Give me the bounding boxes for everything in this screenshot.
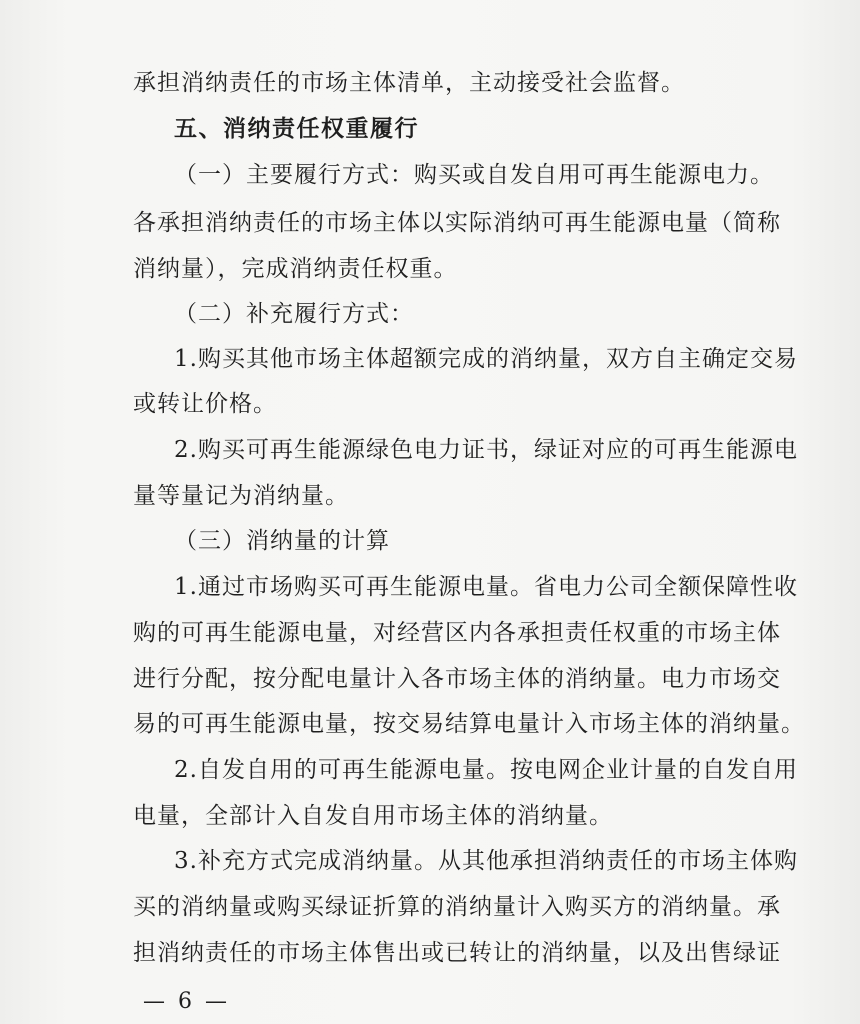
body-line: 购的可再生能源电量，对经营区内各承担责任权重的市场主体: [133, 620, 781, 646]
body-line: 各承担消纳责任的市场主体以实际消纳可再生能源电量（简称: [133, 210, 781, 236]
body-line: 1.购买其他市场主体超额完成的消纳量，双方自主确定交易: [174, 346, 798, 372]
body-line: 3.补充方式完成消纳量。从其他承担消纳责任的市场主体购: [174, 848, 798, 874]
body-line: 1.通过市场购买可再生能源电量。省电力公司全额保障性收: [174, 574, 798, 600]
body-line: 2.购买可再生能源绿色电力证书，绿证对应的可再生能源电: [174, 437, 798, 463]
body-line: 买的消纳量或购买绿证折算的消纳量计入购买方的消纳量。承: [133, 894, 781, 920]
body-line: 进行分配，按分配电量计入各市场主体的消纳量。电力市场交: [133, 666, 781, 692]
body-line: 承担消纳责任的市场主体清单，主动接受社会监督。: [133, 70, 685, 96]
body-line: 2.自发自用的可再生能源电量。按电网企业计量的自发自用: [174, 757, 798, 783]
body-line: 担消纳责任的市场主体售出或已转让的消纳量，以及出售绿证: [133, 940, 781, 966]
subsection-heading: （二）补充履行方式：: [174, 301, 414, 327]
section-heading: 五、消纳责任权重履行: [174, 115, 419, 142]
body-line: 或转让价格。: [133, 391, 277, 417]
page-number: — 6 —: [143, 989, 230, 1014]
body-line: 消纳量），完成消纳责任权重。: [133, 256, 458, 282]
body-line: 易的可再生能源电量，按交易结算电量计入市场主体的消纳量。: [133, 711, 805, 737]
body-line: 量等量记为消纳量。: [133, 483, 349, 509]
subsection-heading: （一）主要履行方式：购买或自发自用可再生能源电力。: [174, 162, 774, 188]
subsection-heading: （三）消纳量的计算: [174, 528, 390, 554]
body-line: 电量，全部计入自发自用市场主体的消纳量。: [133, 803, 613, 829]
